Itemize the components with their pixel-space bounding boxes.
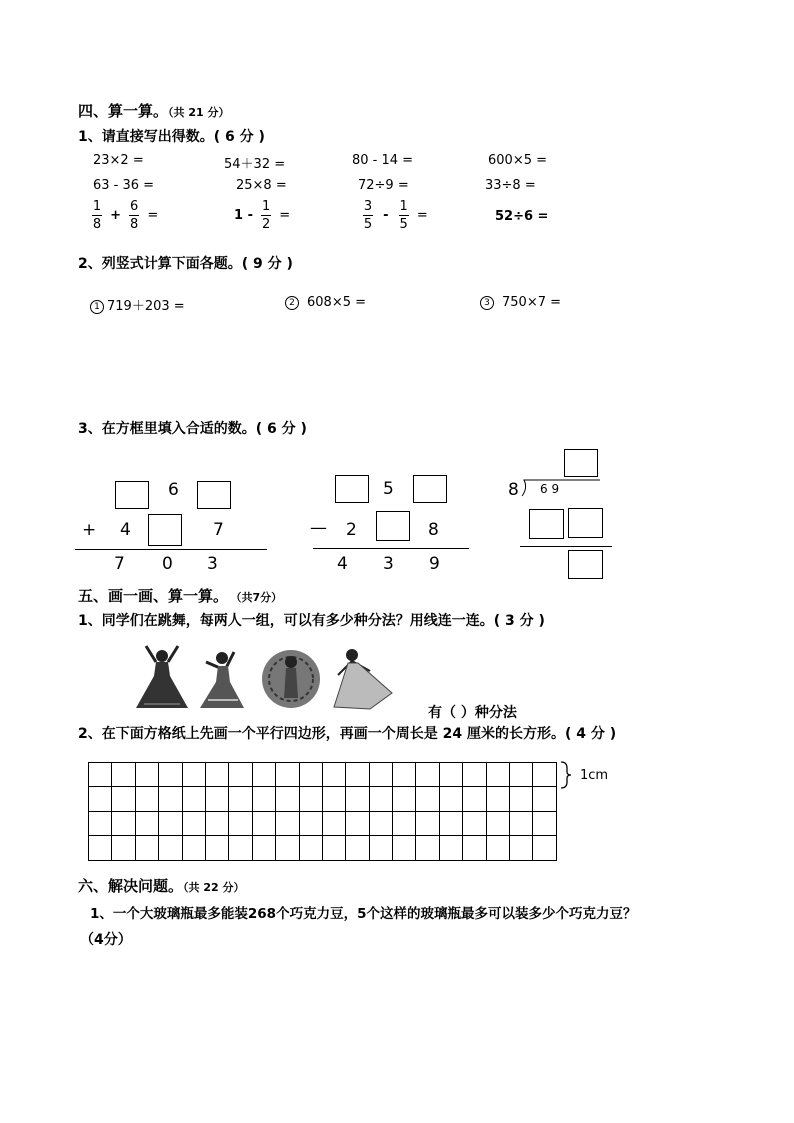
grid-cell[interactable] [276, 811, 299, 835]
answer-box[interactable] [335, 475, 369, 503]
answer-box[interactable] [148, 514, 182, 546]
section-4-heading: 四、算一算。 [78, 102, 169, 120]
circled-number: 3 [480, 296, 494, 310]
q5-2-title: 2、在下面方格纸上先画一个平行四边形，再画一个周长是 24 厘米的长方形。( 4 分 ) [78, 726, 617, 742]
grid-cell[interactable] [276, 787, 299, 811]
section-5-points: （共7分） [236, 591, 283, 604]
grid-cell[interactable] [486, 763, 509, 787]
section-4-points: （共 21 分） [168, 106, 230, 119]
answer-box[interactable] [568, 550, 603, 579]
digit: 9 [429, 554, 440, 574]
grid-cell[interactable] [229, 763, 252, 787]
answer-box[interactable] [529, 509, 564, 539]
grid-cell[interactable] [510, 836, 533, 860]
grid-cell[interactable] [533, 763, 556, 787]
grid-cell[interactable] [510, 787, 533, 811]
grid-cell[interactable] [416, 836, 439, 860]
grid-cell[interactable] [346, 787, 369, 811]
grid-cell[interactable] [135, 836, 158, 860]
operator: + [82, 520, 97, 540]
grid-cell[interactable] [369, 836, 392, 860]
answer-box[interactable] [197, 481, 231, 509]
grid-cell[interactable] [346, 763, 369, 787]
grid-cell[interactable] [393, 836, 416, 860]
grid-cell[interactable] [369, 811, 392, 835]
grid-cell[interactable] [252, 811, 275, 835]
grid-cell[interactable] [205, 811, 228, 835]
grid-cell[interactable] [416, 811, 439, 835]
grid-cell[interactable] [276, 763, 299, 787]
section-6-heading: 六、解决问题。 [78, 877, 184, 895]
fraction-eq-c: $\frac{3}{5}$ - $\frac{1}{5}$ = [363, 199, 428, 232]
q1-eq: 33÷8 = [485, 178, 536, 193]
grid-cell[interactable] [112, 811, 135, 835]
grid-cell[interactable] [159, 787, 182, 811]
grid-cell[interactable] [416, 787, 439, 811]
digit: 3 [207, 554, 218, 574]
grid-cell[interactable] [533, 811, 556, 835]
sum-line [75, 549, 267, 550]
fraction-eq-b: 1 - $\frac{1}{2}$ = [234, 199, 291, 232]
section-4-title [78, 100, 229, 121]
q2-title: 2、列竖式计算下面各题。( 9 分 ) [78, 256, 293, 272]
digit: 7 [114, 554, 125, 574]
grid-cell[interactable] [89, 811, 112, 835]
answer-box[interactable] [413, 475, 447, 503]
grid-cell[interactable] [393, 811, 416, 835]
fraction: $\frac{1}{5}$ [399, 199, 408, 232]
dancer-illustration-1 [132, 644, 192, 712]
grid-cell[interactable] [299, 811, 322, 835]
grid-cell[interactable] [463, 787, 486, 811]
q1-eq: 54＋32 = [224, 157, 286, 172]
digit: 6 [168, 480, 179, 500]
grid-paper[interactable] [88, 762, 557, 861]
grid-cell[interactable] [112, 787, 135, 811]
grid-cell[interactable] [89, 763, 112, 787]
grid-cell[interactable] [299, 763, 322, 787]
digit: 5 [383, 479, 394, 499]
grid-cell[interactable] [416, 763, 439, 787]
dancer-illustration-2 [198, 648, 248, 712]
grid-cell[interactable] [322, 811, 345, 835]
grid-cell[interactable] [252, 763, 275, 787]
divisor: 8 [508, 480, 519, 500]
grid-cell[interactable] [229, 836, 252, 860]
dancer-illustration-4 [330, 645, 394, 711]
digit: 3 [383, 554, 394, 574]
circled-number: 2 [285, 296, 299, 310]
grid-cell[interactable] [205, 763, 228, 787]
q1-eq: 23×2 = [93, 153, 144, 168]
grid-cell[interactable] [205, 787, 228, 811]
operator: — [310, 518, 327, 538]
grid-cell[interactable] [252, 787, 275, 811]
grid-cell[interactable] [463, 836, 486, 860]
grid-cell[interactable] [369, 787, 392, 811]
dancer-illustration-3 [260, 648, 322, 710]
section-6-points: （共 22 分） [183, 881, 245, 894]
grid-cell[interactable] [182, 763, 205, 787]
answer-box[interactable] [564, 449, 598, 477]
grid-cell[interactable] [182, 836, 205, 860]
grid-cell[interactable] [299, 787, 322, 811]
grid-cell[interactable] [159, 836, 182, 860]
section-5-title [78, 585, 282, 606]
q1-eq: 600×5 = [488, 153, 548, 168]
fraction: $\frac{3}{5}$ [363, 199, 373, 232]
q1-eq: 80 - 14 = [352, 153, 414, 168]
q3-title: 3、在方框里填入合适的数。( 6 分 ) [78, 421, 307, 437]
grid-cell[interactable] [439, 787, 462, 811]
grid-cell[interactable] [486, 836, 509, 860]
q2-item: 3 750×7 = [480, 295, 561, 310]
grid-cell[interactable] [463, 811, 486, 835]
grid-cell[interactable] [346, 811, 369, 835]
grid-cell[interactable] [135, 811, 158, 835]
grid-cell[interactable] [463, 763, 486, 787]
q1-title: 1、请直接写出得数。( 6 分 ) [78, 129, 265, 145]
grid-cell[interactable] [205, 836, 228, 860]
q6-1-points: （4分） [80, 932, 132, 948]
q6-1-title: 1、一个大玻璃瓶最多能装268个巧克力豆，5个这样的玻璃瓶最多可以装多少个巧克力豆？ [90, 906, 637, 922]
digit: 8 [428, 520, 439, 540]
q5-1-answer: 有（ ）种分法 [428, 705, 517, 721]
grid-cell[interactable] [229, 811, 252, 835]
scale-label: 1cm [580, 768, 609, 783]
q1-eq: 52÷6 = [495, 209, 549, 224]
grid-cell[interactable] [322, 787, 345, 811]
fraction-eq-a: $\frac{1}{8}$ + $\frac{6}{8}$ = [92, 199, 159, 232]
digit: 2 [346, 520, 357, 540]
grid-cell[interactable] [439, 811, 462, 835]
grid-cell[interactable] [439, 836, 462, 860]
grid-cell[interactable] [510, 763, 533, 787]
digit: 7 [213, 520, 224, 540]
digit: 4 [120, 520, 131, 540]
answer-box[interactable] [568, 508, 603, 538]
fraction: $\frac{1}{2}$ [261, 199, 271, 232]
division-line [520, 546, 612, 547]
grid-cell[interactable] [393, 763, 416, 787]
dividend: 6 9 [540, 482, 560, 496]
grid-cell[interactable] [182, 787, 205, 811]
grid-cell[interactable] [135, 763, 158, 787]
grid-cell[interactable] [369, 763, 392, 787]
grid-cell[interactable] [299, 836, 322, 860]
grid-cell[interactable] [112, 763, 135, 787]
grid-cell[interactable] [159, 763, 182, 787]
scale-brace [559, 761, 573, 789]
fraction: $\frac{1}{8}$ [92, 199, 102, 232]
digit: 4 [337, 554, 348, 574]
q2-item: 1 719＋203 = [90, 295, 185, 314]
grid-cell[interactable] [393, 787, 416, 811]
grid-cell[interactable] [89, 787, 112, 811]
grid-cell[interactable] [229, 787, 252, 811]
difference-line [313, 548, 469, 549]
grid-cell[interactable] [510, 811, 533, 835]
q1-eq: 72÷9 = [358, 178, 409, 193]
q1-eq: 25×8 = [236, 178, 287, 193]
grid-cell[interactable] [135, 787, 158, 811]
q2-item: 2 608×5 = [285, 295, 366, 310]
q5-1-title: 1、同学们在跳舞，每两人一组，可以有多少种分法？用线连一连。( 3 分 ) [78, 613, 545, 629]
grid-cell[interactable] [182, 811, 205, 835]
grid-cell[interactable] [322, 836, 345, 860]
grid-cell[interactable] [276, 836, 299, 860]
section-6-title [78, 875, 244, 896]
grid-cell[interactable] [322, 763, 345, 787]
q1-eq: 63 - 36 = [93, 178, 155, 193]
fraction: $\frac{6}{8}$ [130, 199, 139, 232]
circled-number: 1 [90, 300, 104, 314]
division-bracket [520, 478, 602, 498]
section-5-heading: 五、画一画、算一算。 [78, 587, 229, 605]
grid-cell[interactable] [533, 836, 556, 860]
grid-cell[interactable] [439, 763, 462, 787]
grid-cell[interactable] [486, 811, 509, 835]
digit: 0 [162, 554, 173, 574]
grid-cell[interactable] [252, 836, 275, 860]
grid-cell[interactable] [112, 836, 135, 860]
grid-cell[interactable] [346, 836, 369, 860]
grid-cell[interactable] [533, 787, 556, 811]
grid-cell[interactable] [486, 787, 509, 811]
answer-box[interactable] [376, 511, 410, 541]
grid-cell[interactable] [89, 836, 112, 860]
answer-box[interactable] [115, 481, 149, 509]
grid-cell[interactable] [159, 811, 182, 835]
